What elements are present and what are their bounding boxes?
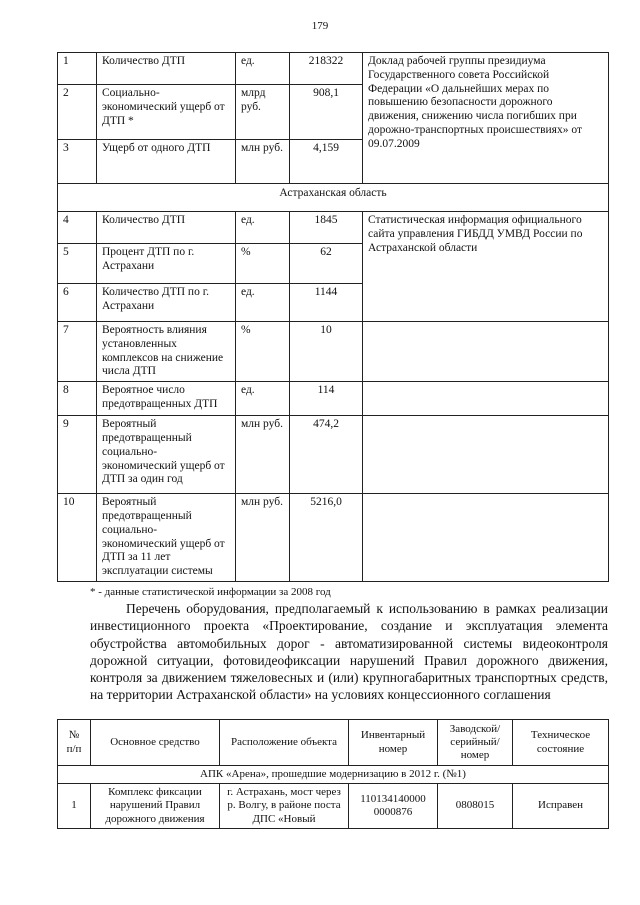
- indicator-name: Вероятный предотвращенный социально-экономический ущерб от ДТП за один год: [97, 416, 236, 494]
- value: 474,2: [290, 416, 363, 494]
- indicator-name: Количество ДТП: [97, 212, 236, 244]
- empty-source-cell: [363, 416, 609, 494]
- unit: %: [236, 244, 290, 284]
- group-row: [58, 766, 609, 784]
- row-number: 5: [58, 244, 97, 284]
- empty-source-cell: [363, 382, 609, 416]
- empty-source-cell: [363, 494, 609, 582]
- serial-number: 0808015: [438, 784, 513, 829]
- row-number: 9: [58, 416, 97, 494]
- unit: млн руб.: [236, 140, 290, 184]
- table-row: [58, 416, 609, 494]
- table-row: [58, 212, 609, 244]
- value: 5216,0: [290, 494, 363, 582]
- value: 4,159: [290, 140, 363, 184]
- indicator-name: Количество ДТП по г. Астрахани: [97, 284, 236, 322]
- value: 62: [290, 244, 363, 284]
- table-row: [58, 784, 609, 829]
- value: 218322: [290, 53, 363, 85]
- value: 114: [290, 382, 363, 416]
- header-location: Расположение объекта: [220, 720, 349, 766]
- asset-name: Комплекс фиксации нарушений Правил дорожного движения: [91, 784, 220, 829]
- table-row: [58, 382, 609, 416]
- equipment-table: [57, 719, 609, 829]
- row-number: 10: [58, 494, 97, 582]
- table-row: [58, 184, 609, 212]
- unit: млн руб.: [236, 494, 290, 582]
- indicator-name: Вероятный предотвращенный социально-экономический ущерб от ДТП за 11 лет эксплуатации системы: [97, 494, 236, 582]
- value: 1144: [290, 284, 363, 322]
- page-number: 179: [311, 20, 329, 32]
- unit: млн руб.: [236, 416, 290, 494]
- header-state: Техническое состояние: [513, 720, 609, 766]
- technical-state: Исправен: [513, 784, 609, 829]
- unit: млрд руб.: [236, 85, 290, 140]
- row-number: 1: [58, 53, 97, 85]
- region-header: Астраханская область: [58, 184, 609, 212]
- indicator-name: Вероятность влияния установленных комплексов на снижение числа ДТП: [97, 322, 236, 382]
- table-row: [58, 494, 609, 582]
- asset-location: г. Астрахань, мост через р. Волгу, в районе поста ДПС «Новый: [220, 784, 349, 829]
- unit: ед.: [236, 382, 290, 416]
- source-cell: Доклад рабочей группы президиума Государственного совета Российской Федерации «О дальнейших мерах по повышению безопасности дорожного движения, снижению числа погибших при дорожно-транспортных происшествиях» от 09.07.2009: [363, 53, 609, 184]
- indicator-name: Социально-экономический ущерб от ДТП *: [97, 85, 236, 140]
- indicator-name: Ущерб от одного ДТП: [97, 140, 236, 184]
- unit: ед.: [236, 53, 290, 85]
- source-cell: Статистическая информация официального сайта управления ГИБДД УМВД России по Астраханской области: [363, 212, 609, 322]
- indicator-name: Процент ДТП по г. Астрахани: [97, 244, 236, 284]
- table-row: [58, 322, 609, 382]
- indicator-name: Количество ДТП: [97, 53, 236, 85]
- value: 908,1: [290, 85, 363, 140]
- unit: %: [236, 322, 290, 382]
- row-number: 7: [58, 322, 97, 382]
- header-number: № п/п: [58, 720, 91, 766]
- header-asset: Основное средство: [91, 720, 220, 766]
- header-inventory: Инвентарный номер: [349, 720, 438, 766]
- statistics-table: [57, 52, 609, 582]
- row-number: 6: [58, 284, 97, 322]
- row-number: 4: [58, 212, 97, 244]
- value: 10: [290, 322, 363, 382]
- unit: ед.: [236, 284, 290, 322]
- indicator-name: Вероятное число предотвращенных ДТП: [97, 382, 236, 416]
- unit: ед.: [236, 212, 290, 244]
- header-serial: Заводской/ серийный/ номер: [438, 720, 513, 766]
- equipment-list-paragraph: Перечень оборудования, предполагаемый к использованию в рамках реализации инвестиционного проекта «Проектирование, создание и эксплуатация элемента обустройства автомобильных дорог - автоматизированной системы видеоконтроля дорожной ситуации, фотовидеофиксации нарушений Правил дорожного движения, контроля за движением тяжеловесных и (или) крупногабаритных транспортных средств, на территории Астраханской области» на условиях концессионного соглашения: [90, 601, 608, 703]
- row-number: 2: [58, 85, 97, 140]
- row-number: 3: [58, 140, 97, 184]
- group-title: АПК «Арена», прошедшие модернизацию в 2012 г. (№1): [58, 766, 609, 784]
- value: 1845: [290, 212, 363, 244]
- empty-source-cell: [363, 322, 609, 382]
- footnote: * - данные статистической информации за 2008 год: [90, 586, 331, 598]
- inventory-number: 110134140000 0000876: [349, 784, 438, 829]
- row-number: 1: [58, 784, 91, 829]
- row-number: 8: [58, 382, 97, 416]
- header-row: [58, 720, 609, 766]
- table-row: [58, 53, 609, 85]
